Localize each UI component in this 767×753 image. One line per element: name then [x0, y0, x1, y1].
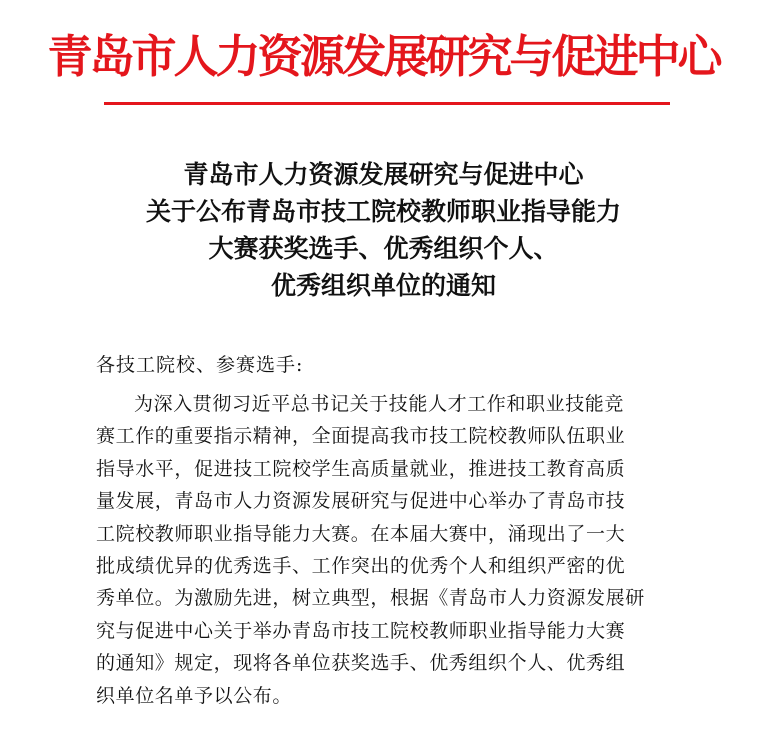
salutation: 各技工院校、参赛选手: [96, 354, 304, 376]
masthead-org-name: 青岛市人力资源发展研究与促进中心 [47, 30, 720, 83]
body-line: 批成绩优异的优秀选手、工作突出的优秀个人和组织严密的优 [96, 555, 626, 578]
title-line: 青岛市人力资源发展研究与促进中心 [183, 160, 584, 189]
body-line: 的通知》规定，现将各单位获奖选手、优秀组织个人、优秀组 [96, 652, 626, 675]
body-line: 量发展，青岛市人力资源发展研究与促进中心举办了青岛市技 [96, 490, 626, 513]
body-line: 究与促进中心关于举办青岛市技工院校教师职业指导能力大赛 [96, 619, 626, 642]
document-title [0, 156, 767, 304]
body-line: 工院校教师职业指导能力大赛。在本届大赛中，涌现出了一大 [96, 522, 626, 545]
body-line: 赛工作的重要指示精神，全面提高我市技工院校教师队伍职业 [96, 425, 626, 448]
title-line: 关于公布青岛市技工院校教师职业指导能力 [145, 197, 621, 226]
masthead-red-rule [104, 102, 670, 105]
body-line: 为深入贯彻习近平总书记关于技能人才工作和职业技能竞 [134, 393, 625, 415]
body-line: 指导水平，促进技工院校学生高质量就业，推进技工教育高质 [96, 457, 626, 480]
title-line: 优秀组织单位的通知 [270, 271, 496, 300]
body-line: 秀单位。为激励先进，树立典型，根据《青岛市人力资源发展研 [96, 587, 645, 610]
body-line: 织单位名单予以公布。 [96, 684, 293, 707]
title-line: 大赛获奖选手、优秀组织个人、 [208, 234, 559, 263]
body-paragraph [96, 388, 686, 712]
